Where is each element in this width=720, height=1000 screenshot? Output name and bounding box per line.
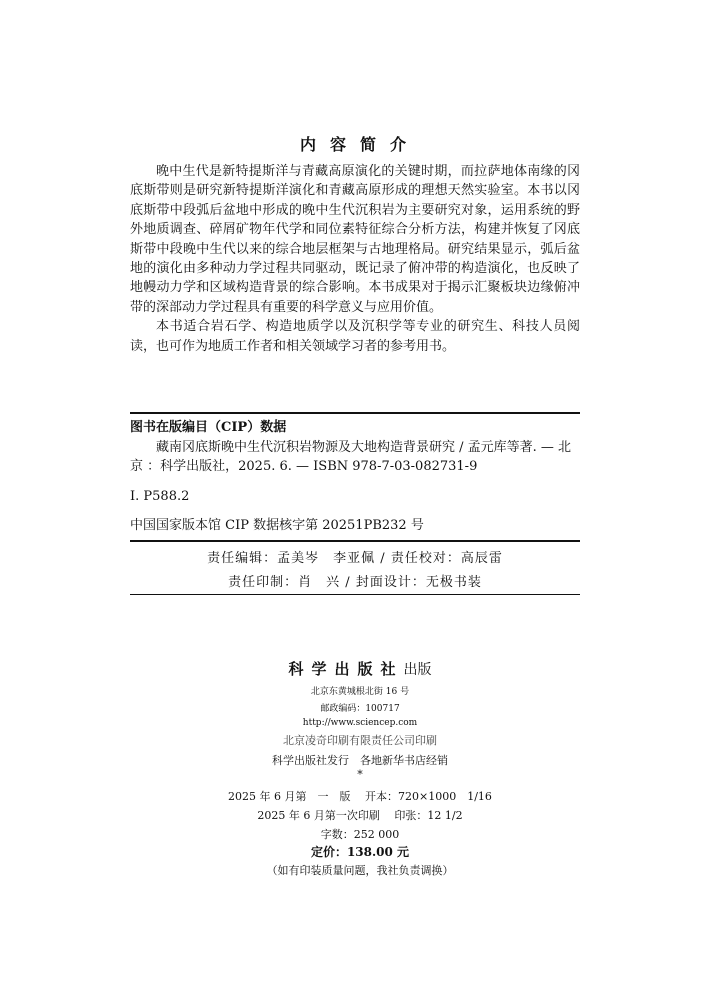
publisher-postcode: 邮政编码：100717 (320, 704, 400, 714)
summary-paragraph: 本书适合岩石学、构造地质学以及沉积学等专业的研究生、科技人员阅读，也可作为地质工作者和相关领域学习者的参考用书。 (130, 319, 580, 354)
cip-bottom-rule (130, 540, 580, 542)
distribution-line: 科学出版社发行 各地新华书店经销 (272, 754, 448, 767)
summary-body (130, 162, 580, 356)
printing-line: 2025 年 6 月第一次印刷 印张：12 1/2 (257, 809, 463, 822)
wordcount-line: 字数：252 000 (320, 828, 400, 841)
staff-rule (130, 594, 580, 595)
publisher-website: http://www.sciencep.com (302, 718, 418, 728)
price-line: 定价：138.00 元 (310, 845, 410, 859)
cip-top-rule (130, 412, 580, 414)
publisher-name: 科学出版社 (288, 660, 404, 678)
cip-classification: Ⅰ. P588.2 (130, 489, 190, 504)
cip-verification: 中国国家版本馆 CIP 数据核字第 20251PB232 号 (130, 518, 424, 533)
summary-paragraph: 晚中生代是新特提斯洋与青藏高原演化的关键时期，而拉萨地体南缘的冈底斯带则是研究新特提斯洋演化和青藏高原形成的理想天然实验室。本书以冈底斯带中段弧后盆地中形成的晚中生代沉积岩为主要研究对象，运用系统的野外地质调查、碎屑矿物年代学和同位素特征综合分析方法，构建并恢复了冈底斯带中段晚中生代以来的综合地层框架与古地理格局。研究结果显示，弧后盆地的演化由多种动力学过程共同驱动，既记录了俯冲带的构造演化，也反映了地幔动力学和区域构造背景的综合影响。本书成果对于揭示汇聚板块边缘俯冲带的深部动力学过程具有重要的科学意义与应用价值。 (130, 164, 580, 315)
publisher-line (0, 658, 720, 679)
publisher-address: 北京东黄城根北街 16 号 (310, 687, 410, 697)
staff-production: 责任印制：肖 兴 / 封面设计：无极书装 (228, 575, 482, 590)
publisher-suffix: 出版 (403, 662, 432, 678)
page-title: 内容简介 (299, 135, 420, 154)
separator-star: * (357, 768, 363, 781)
staff-editors: 责任编辑：孟美岑 李亚佩 / 责任校对：高辰雷 (207, 551, 503, 566)
edition-line: 2025 年 6 月第 一 版 开本：720×1000 1/16 (228, 790, 492, 803)
cip-heading: 图书在版编目（CIP）数据 (130, 420, 287, 435)
cip-record: 藏南冈底斯晚中生代沉积岩物源及大地构造背景研究 / 孟元库等著. — 北京 ：科学出版社，2025. 6. — ISBN 978-7-03-082731-9 (130, 440, 572, 474)
notice-line: （如有印装质量问题，我社负责调换） (266, 864, 454, 877)
printer-line: 北京凌奇印刷有限责任公司印刷 (283, 734, 437, 747)
